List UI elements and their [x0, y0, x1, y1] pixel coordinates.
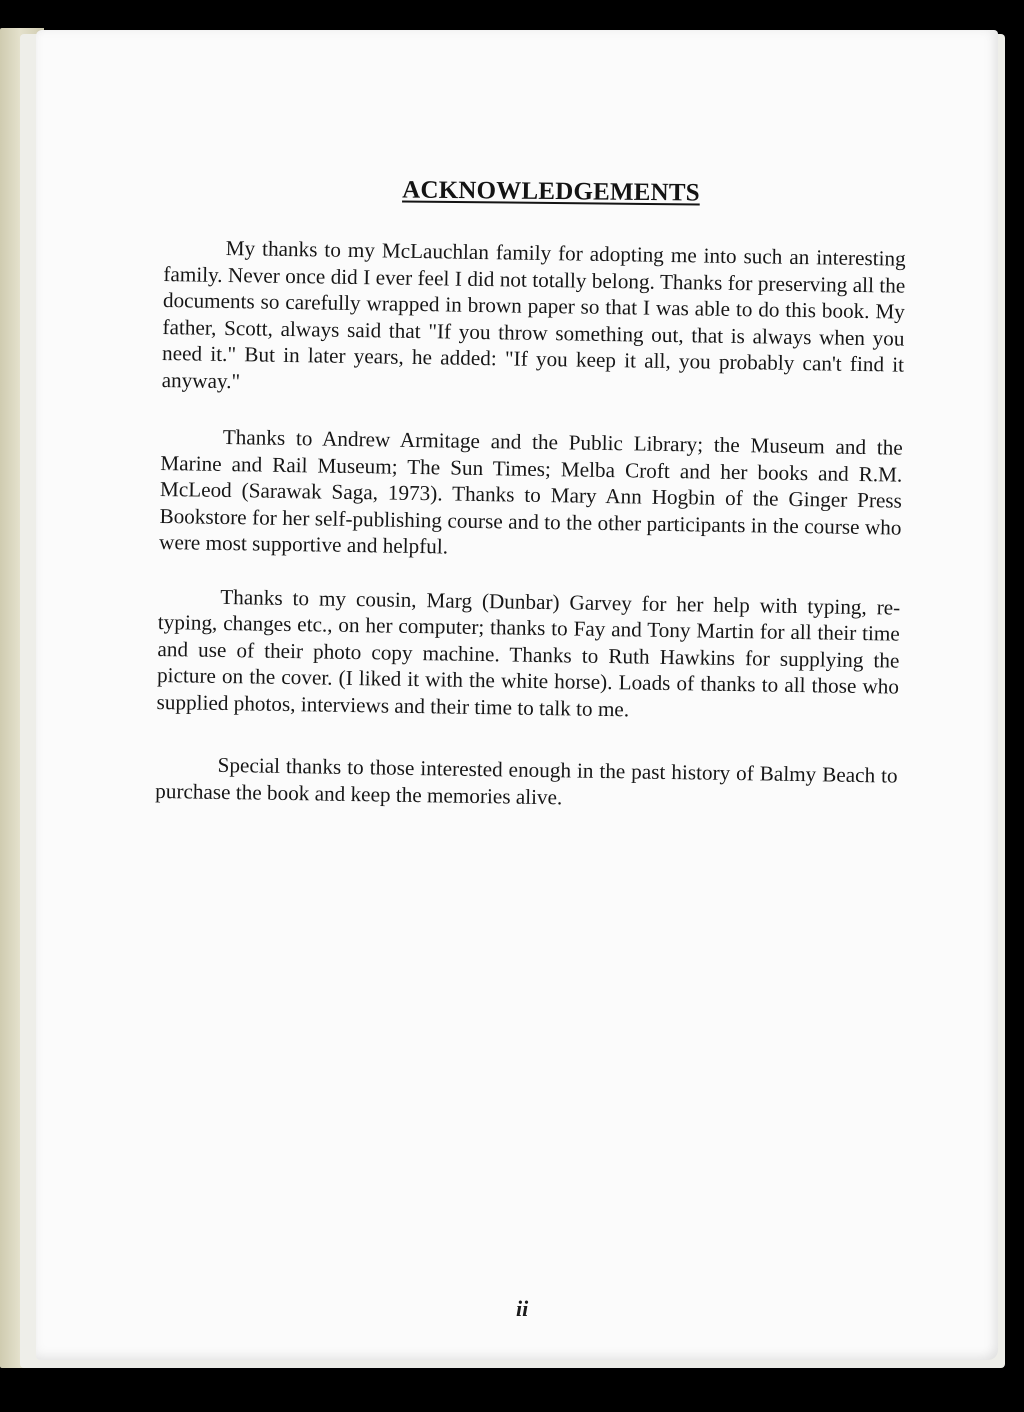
page-number: ii — [516, 1296, 529, 1321]
document-page — [36, 30, 998, 1360]
paragraph-family-thanks: My thanks to my McLauchlan family for adopting me into such an interesting family. Never once did I ever feel I did not totally belong. Thanks for preserving all the documents so carefully wrapped in brown paper so that I was able to do this book. My father, Scott, always said that "If you throw something out, that is always when you need it." But in later years, he added: "If you keep it all, you probably can't find it anyway." — [161, 235, 906, 393]
page-title: ACKNOWLEDGEMENTS — [402, 176, 700, 207]
paragraph-special-thanks: Special thanks to those interested enough in the past history of Balmy Beach to purchase the book and keep the memories alive. — [155, 752, 898, 809]
body-text — [155, 234, 906, 843]
paragraph-helpers-thanks: Thanks to my cousin, Marg (Dunbar) Garvey for her help with typing, re-typing, changes etc., on her computer; thanks to Fay and Tony Martin for all their time and use of their photo copy machine. Thanks to Ruth Hawkins for supplying the picture on the cover. (I liked it with the white horse). Loads of thanks to all those who supplied photos, interviews and their time to talk to me. — [156, 584, 901, 721]
paragraph-library-thanks: Thanks to Andrew Armitage and the Public Library; the Museum and the Marine and Rail Museum; The Sun Times; Melba Croft and her books and R.M. McLeod (Sarawak Saga, 1973). Thanks to Mary Ann Hogbin of the Ginger Press Bookstore for her self-publishing course and to the other participants in the course who were most supportive and helpful. — [158, 424, 903, 559]
